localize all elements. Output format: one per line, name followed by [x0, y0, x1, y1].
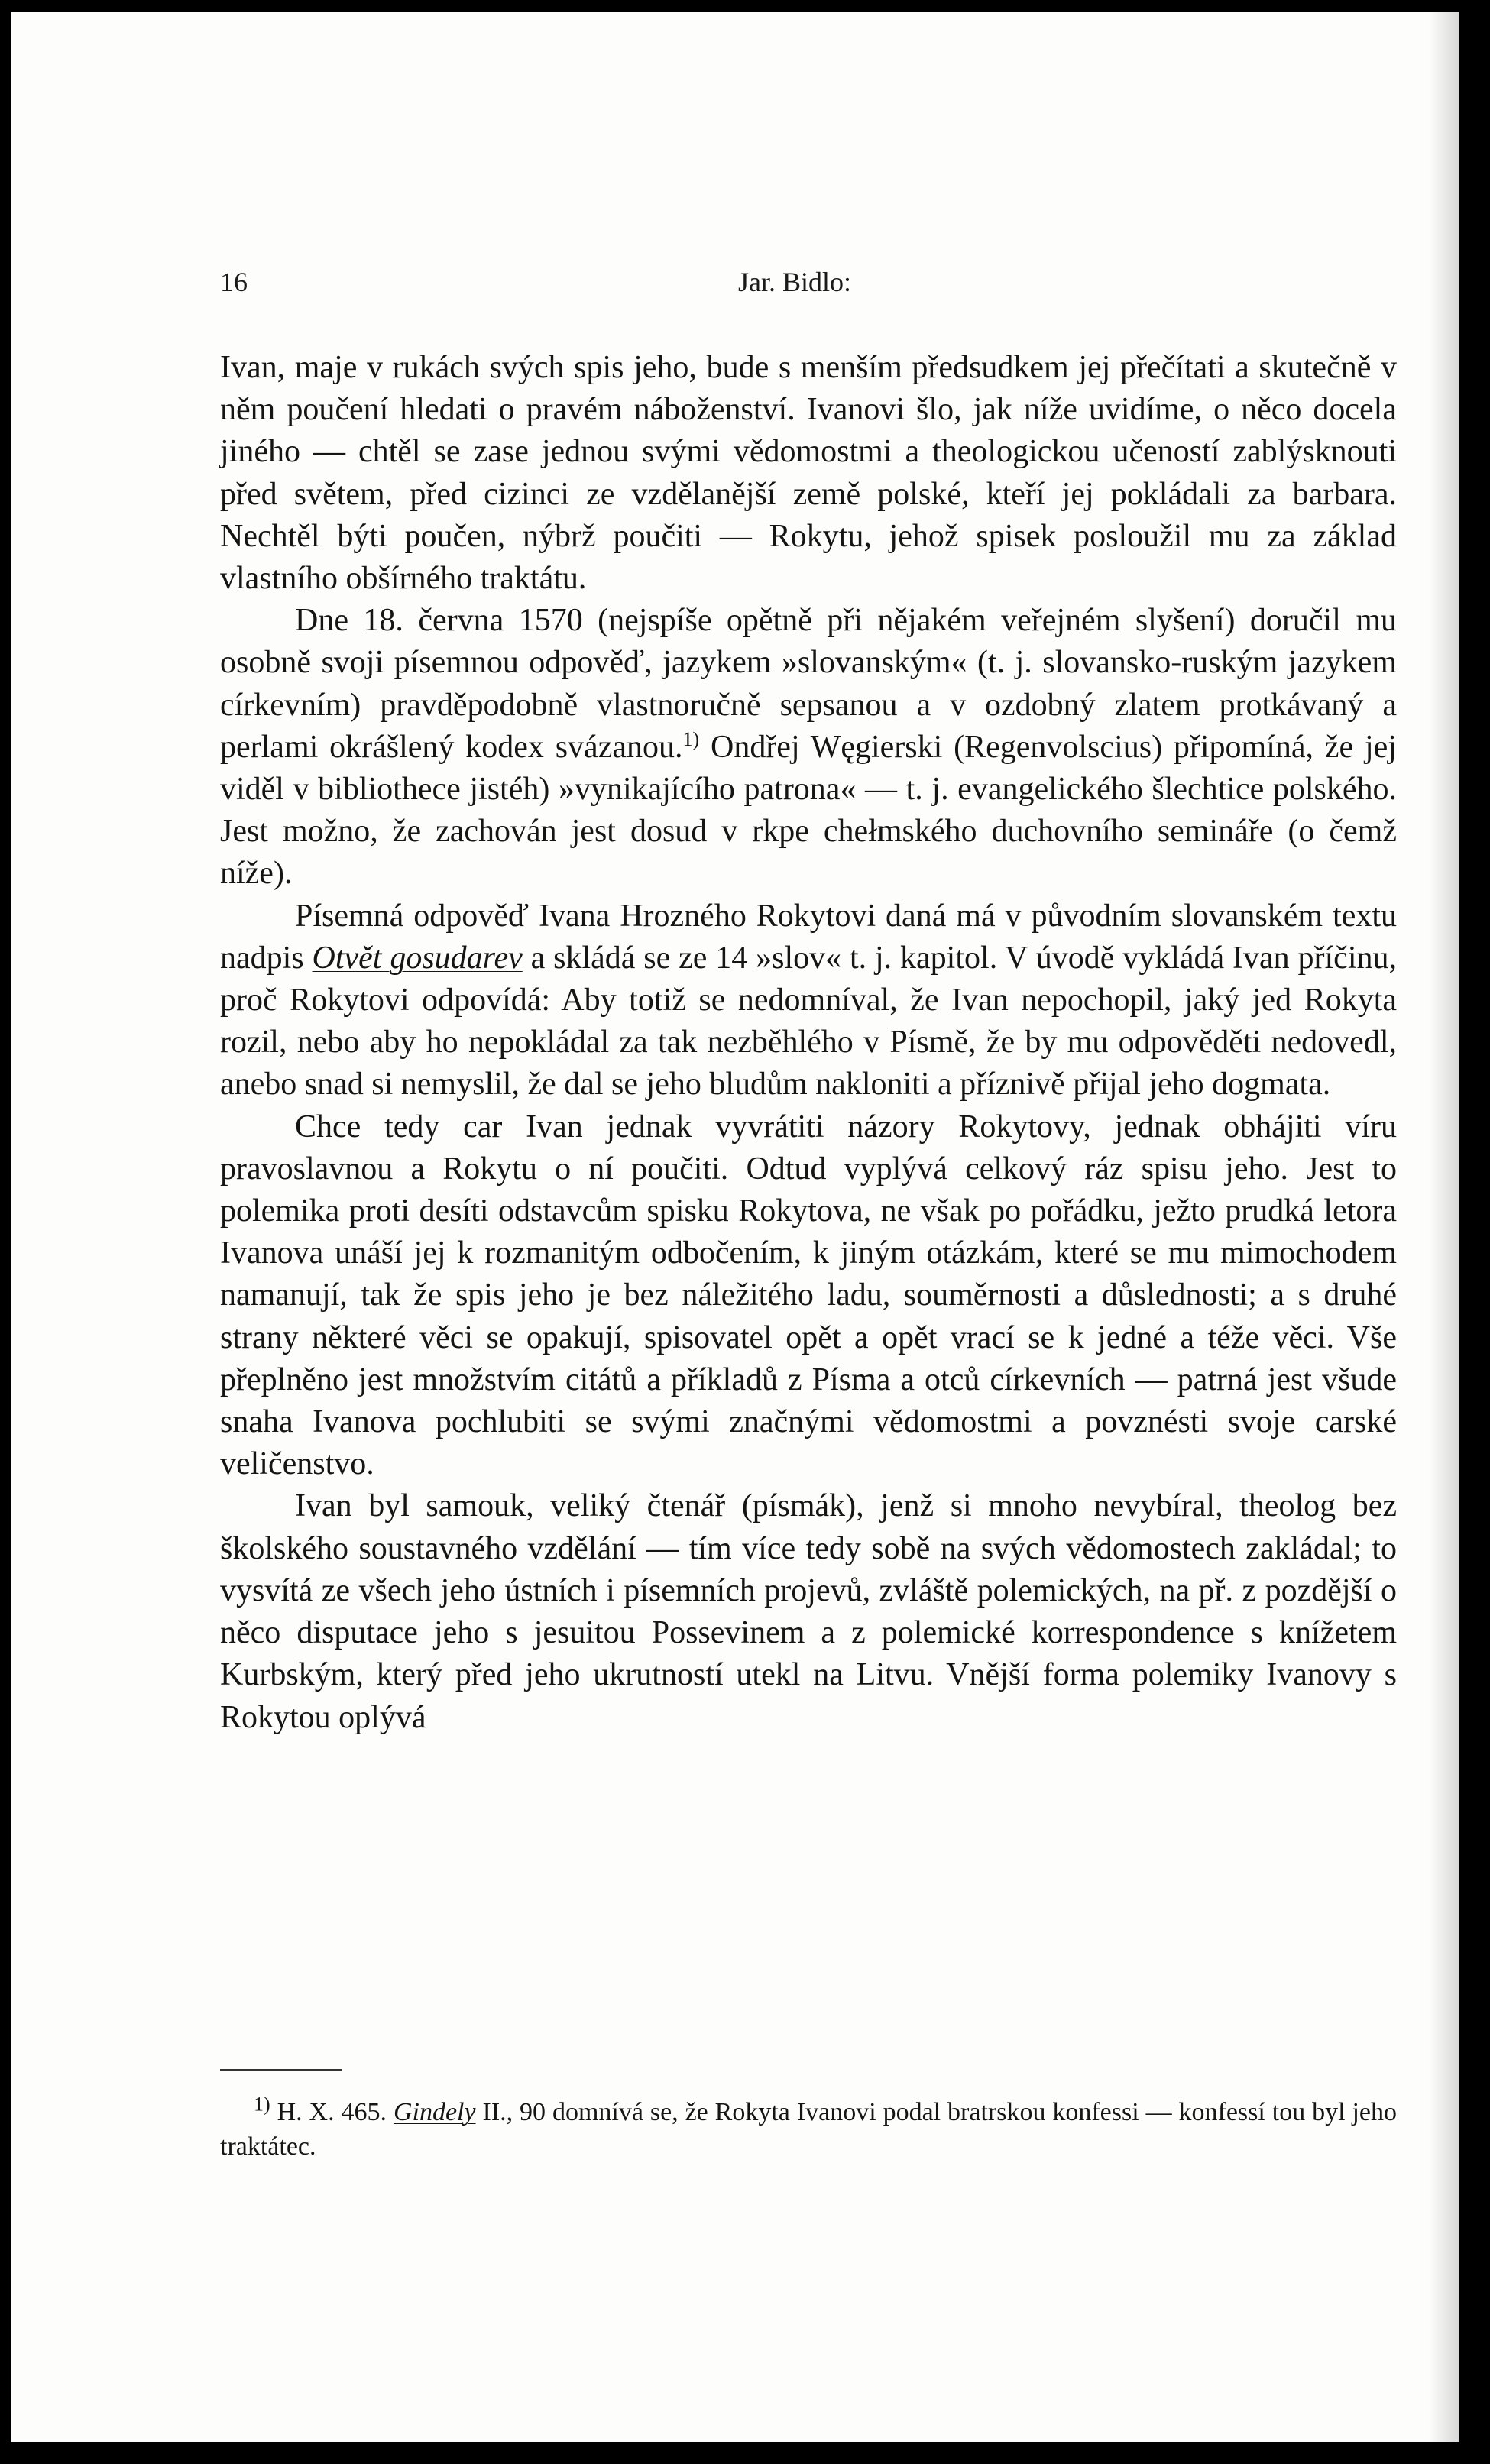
title-otvet-gosudarev: Otvět gosudarev — [312, 940, 523, 976]
paragraph-2 — [220, 600, 1397, 895]
body-text — [220, 347, 1397, 1739]
paragraph-4-text: Chce tedy car Ivan jednak vyvrátiti názory Rokytovy, jednak obhájiti víru pravoslavnou a Rokytu o ní poučiti. Odtud vyplývá celkový ráz spisu jeho. Jest to polemika proti desíti odstavcům spisku Rokytova, ne však po pořádku, ježto prudká letora Ivanova unáší jej k rozmanitým odbočením, k jiným otázkám, které se mu mimochodem namanují, tak že spis jeho je bez náležitého ladu, souměrnosti a důslednosti; a s druhé strany některé věci se opakují, spisovatel opět a opět vrací se k jedné a téže věci. Vše přeplněno jest množstvím citátů a příkladů z Písma a otců církevních — patrná jest všude snaha Ivanova pochlubiti se svými značnými vědomostmi a povznésti svoje carské veličenstvo. — [220, 1109, 1397, 1482]
paragraph-3-text-b: a skládá se ze 14 »slov« t. j. kapitol. V úvodě vykládá Ivan příčinu, proč Rokytovi odpovídá: Aby totiž se nedomníval, že Ivan nepochopil, jaký jed Rokyta rozil, nebo aby ho nepokládal za tak nezběhlého v Písmě, že by mu odpověděti nedovedl, anebo snad si nemyslil, že dal se jeho bludům nakloniti a příznivě přijal jeho dogmata. — [220, 940, 1397, 1102]
footnote-text-a: H. X. 465. — [270, 2098, 394, 2126]
page-number: 16 — [220, 267, 248, 297]
paragraph-2-text-b: Ondřej Węgierski (Regenvolscius) připomíná, že jej viděl v bibliothece jistéh) »vynikajícího patrona« — t. j. evangelického šlechtice polského. Jest možno, že zachován jest dosud v rkpe chełmského duchovního semináře (o čemž níže). — [220, 729, 1397, 892]
footnote-separator — [220, 2069, 342, 2071]
paragraph-5-text: Ivan byl samouk, veliký čtenář (písmák), jenž si mnoho nevybíral, theolog bez školského soustavného vzdělání — tím více tedy sobě na svých vědomostech zakládal; to vysvítá ze všech jeho ústních i písemních projevů, zvláště polemických, na př. z pozdější o něco disputace jeho s jesuitou Possevinem a z polemické korrespondence s knížetem Kurbským, který před jeho ukrutností utekl na Litvu. Vnější forma polemiky Ivanovy s Rokytou oplývá — [220, 1488, 1397, 1735]
paragraph-1 — [220, 347, 1397, 600]
paragraph-3 — [220, 895, 1397, 1106]
paragraph-3-text-a: Písemná odpověď Ivana Hrozného Rokytovi daná má v původním slovanském textu nadpis — [220, 898, 1397, 976]
running-title: Jar. Bidlo: — [738, 267, 852, 297]
footnote-mark: 1) — [254, 2093, 270, 2116]
footnote-1 — [220, 2095, 1397, 2164]
footnote-text-b: II., 90 domnívá se, že Rokyta Ivanovi podal bratrskou konfessi — konfessí tou byl jeho traktátec. — [220, 2098, 1398, 2161]
paragraph-5 — [220, 1485, 1397, 1738]
book-page — [11, 12, 1459, 2442]
paragraph-1-text: Ivan, maje v rukách svých spis jeho, bude s menším předsudkem jej přečítati a skutečně v něm poučení hledati o pravém náboženství. Ivanovi šlo, jak níže uvidíme, o něco docela jiného — chtěl se zase jednou svými vědomostmi a theologickou učeností zablýsknouti před světem, před cizinci ze vzdělanější země polské, kteří jej pokládali za barbara. Nechtěl býti poučen, nýbrž poučiti — Rokytu, jehož spisek posloužil mu za základ vlastního obšírného traktátu. — [220, 350, 1397, 597]
footnote-italic-gindely: Gindely — [393, 2098, 476, 2126]
footnotes — [220, 2069, 1397, 2164]
page-edge-shadow — [1429, 12, 1459, 2442]
paragraph-4 — [220, 1106, 1397, 1486]
paragraph-2-text-a: Dne 18. června 1570 (nejspíše opětně při nějakém veřejném slyšení) doručil mu osobně svoji písemnou odpověď, jazykem »slovanským« (t. j. slovansko-ruským jazykem církevním) pravděpodobně vlastnoručně sepsanou a v ozdobný zlatem protkávaný a perlami okrášlený kodex svázanou. — [220, 603, 1397, 765]
footnote-reference[interactable]: 1) — [682, 727, 700, 750]
